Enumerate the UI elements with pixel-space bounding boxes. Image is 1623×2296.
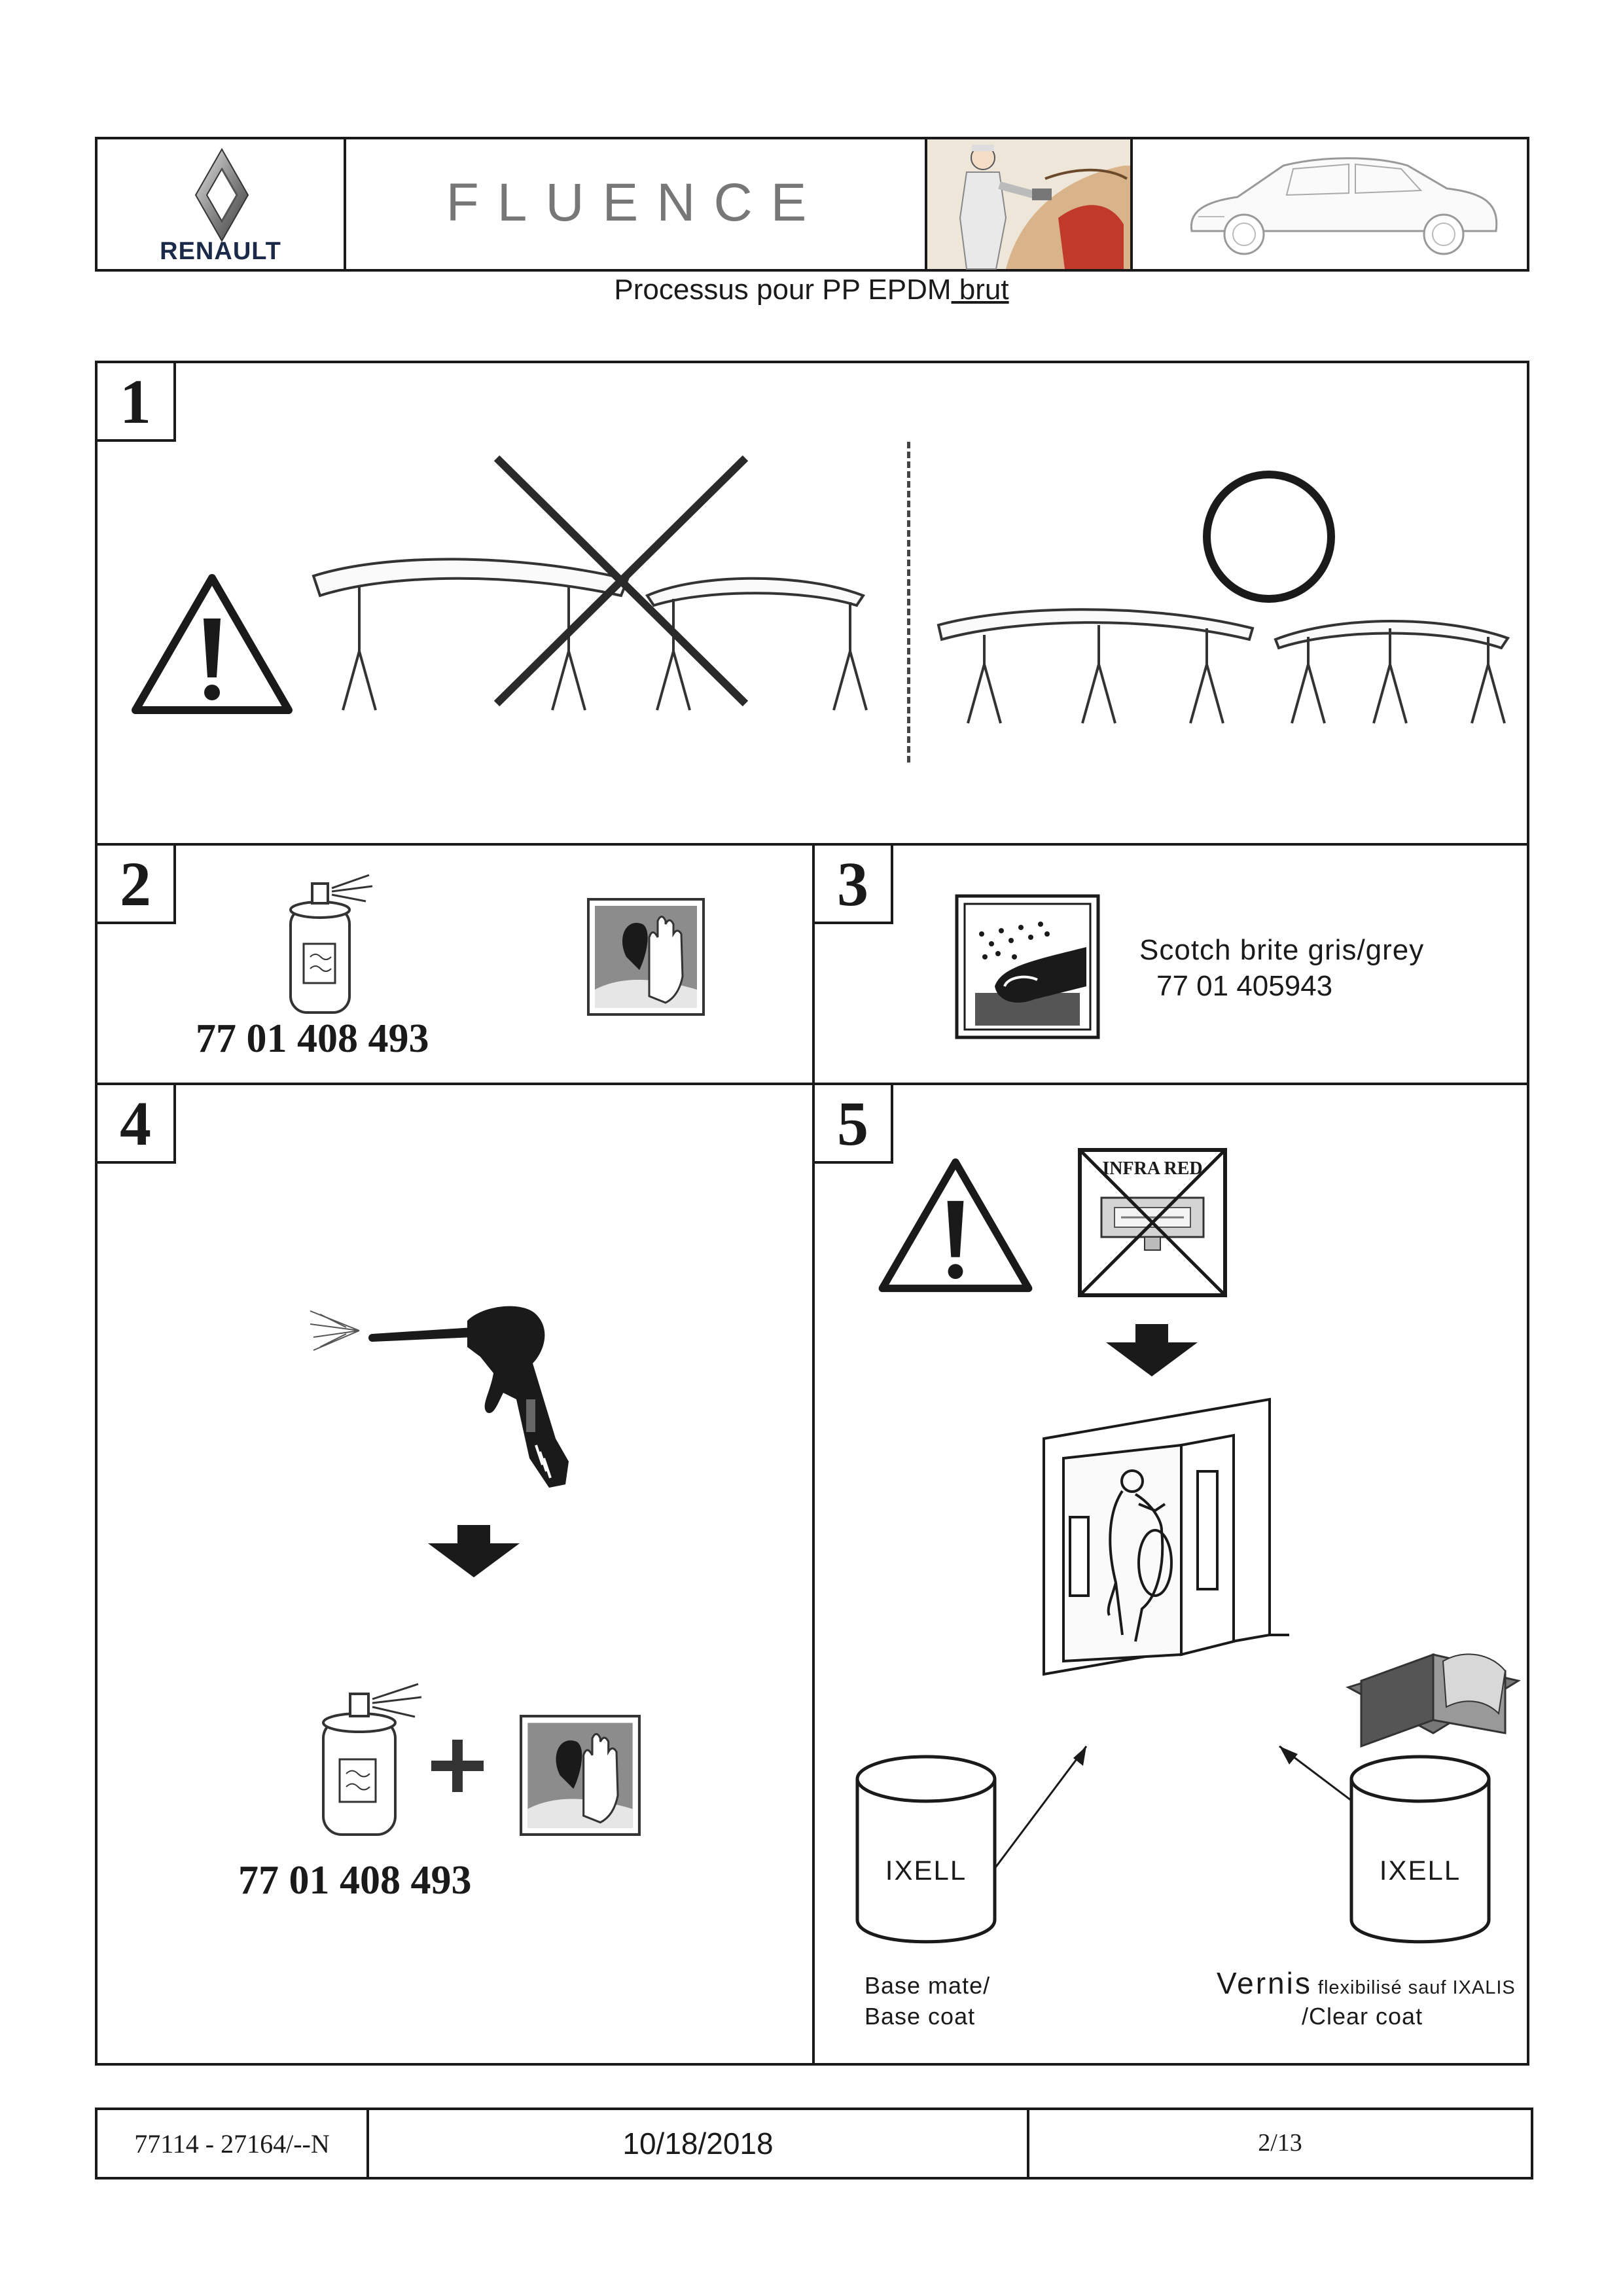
scotch-brite-pad-icon	[955, 895, 1099, 1039]
base-coat-caption-2: Base coat	[865, 2003, 976, 2030]
wipe-cloth-icon	[587, 898, 705, 1016]
bumper-support-wrong	[307, 455, 961, 730]
subtitle-text: Processus pour PP EPDM	[614, 274, 952, 306]
base-coat-caption-1: Base mate/	[865, 1972, 991, 1999]
bumper-support-correct	[932, 468, 1521, 730]
air-blow-gun-icon	[307, 1301, 732, 1498]
step-2-panel	[95, 843, 815, 1085]
clear-coat-can-icon	[1348, 1753, 1492, 1949]
clear-coat-caption-small: flexibilisé sauf IXALIS	[1311, 1977, 1516, 1998]
comparison-divider	[907, 442, 910, 762]
footer-bar	[95, 2108, 1533, 2179]
step-5-number: 5	[812, 1083, 893, 1164]
scotch-brite-ref: 77 01 405943	[1156, 970, 1333, 1002]
arrow-down-icon	[428, 1525, 520, 1577]
cleaner-part-number-2: 77 01 408 493	[238, 1858, 472, 1903]
clear-coat-caption-2: /Clear coat	[1302, 2003, 1423, 2030]
renault-logo	[183, 146, 261, 244]
painter-illustration	[927, 139, 1130, 269]
step-5-panel	[812, 1083, 1529, 2066]
step-2-number: 2	[95, 843, 176, 924]
model-name: FLUENCE	[446, 173, 825, 232]
step-1-panel	[95, 361, 1529, 846]
base-coat-can-icon	[854, 1753, 998, 1949]
step-4-panel	[95, 1083, 815, 2066]
cleaner-spray-can-icon	[281, 872, 379, 1016]
step-4-number: 4	[95, 1083, 176, 1164]
clear-coat-caption-main: Vernis	[1217, 1966, 1312, 2000]
spray-booth-illustration	[1037, 1399, 1312, 1687]
car-illustration	[1133, 139, 1527, 269]
brand-name: RENAULT	[160, 238, 281, 265]
warning-icon-2	[877, 1157, 1034, 1295]
infra-red-label: INFRA RED	[1102, 1158, 1203, 1179]
step-3-panel	[812, 843, 1529, 1085]
subtitle-underlined: brut	[951, 274, 1009, 306]
page-subtitle	[0, 274, 1623, 306]
page-number: 2/13	[1258, 2129, 1302, 2157]
clear-coat-can-label: IXELL	[1379, 1855, 1461, 1886]
step-1-number: 1	[95, 361, 176, 442]
cleaner-spray-can-icon-2	[313, 1681, 425, 1838]
arrow-down-icon-2	[1106, 1324, 1198, 1376]
plus-icon	[431, 1740, 484, 1792]
header-banner	[95, 137, 1529, 272]
clear-coat-caption-1	[1217, 1965, 1516, 2001]
no-infra-red-icon	[1078, 1148, 1227, 1297]
step-3-number: 3	[812, 843, 893, 924]
cleaner-part-number: 77 01 408 493	[196, 1016, 429, 1061]
scotch-brite-name: Scotch brite gris/grey	[1139, 934, 1425, 966]
base-coat-can-label: IXELL	[885, 1855, 967, 1886]
document-reference: 77114 - 27164/--N	[134, 2129, 330, 2159]
warning-icon	[130, 573, 294, 717]
wipe-cloth-icon-2	[520, 1715, 641, 1836]
document-date: 10/18/2018	[622, 2126, 774, 2161]
